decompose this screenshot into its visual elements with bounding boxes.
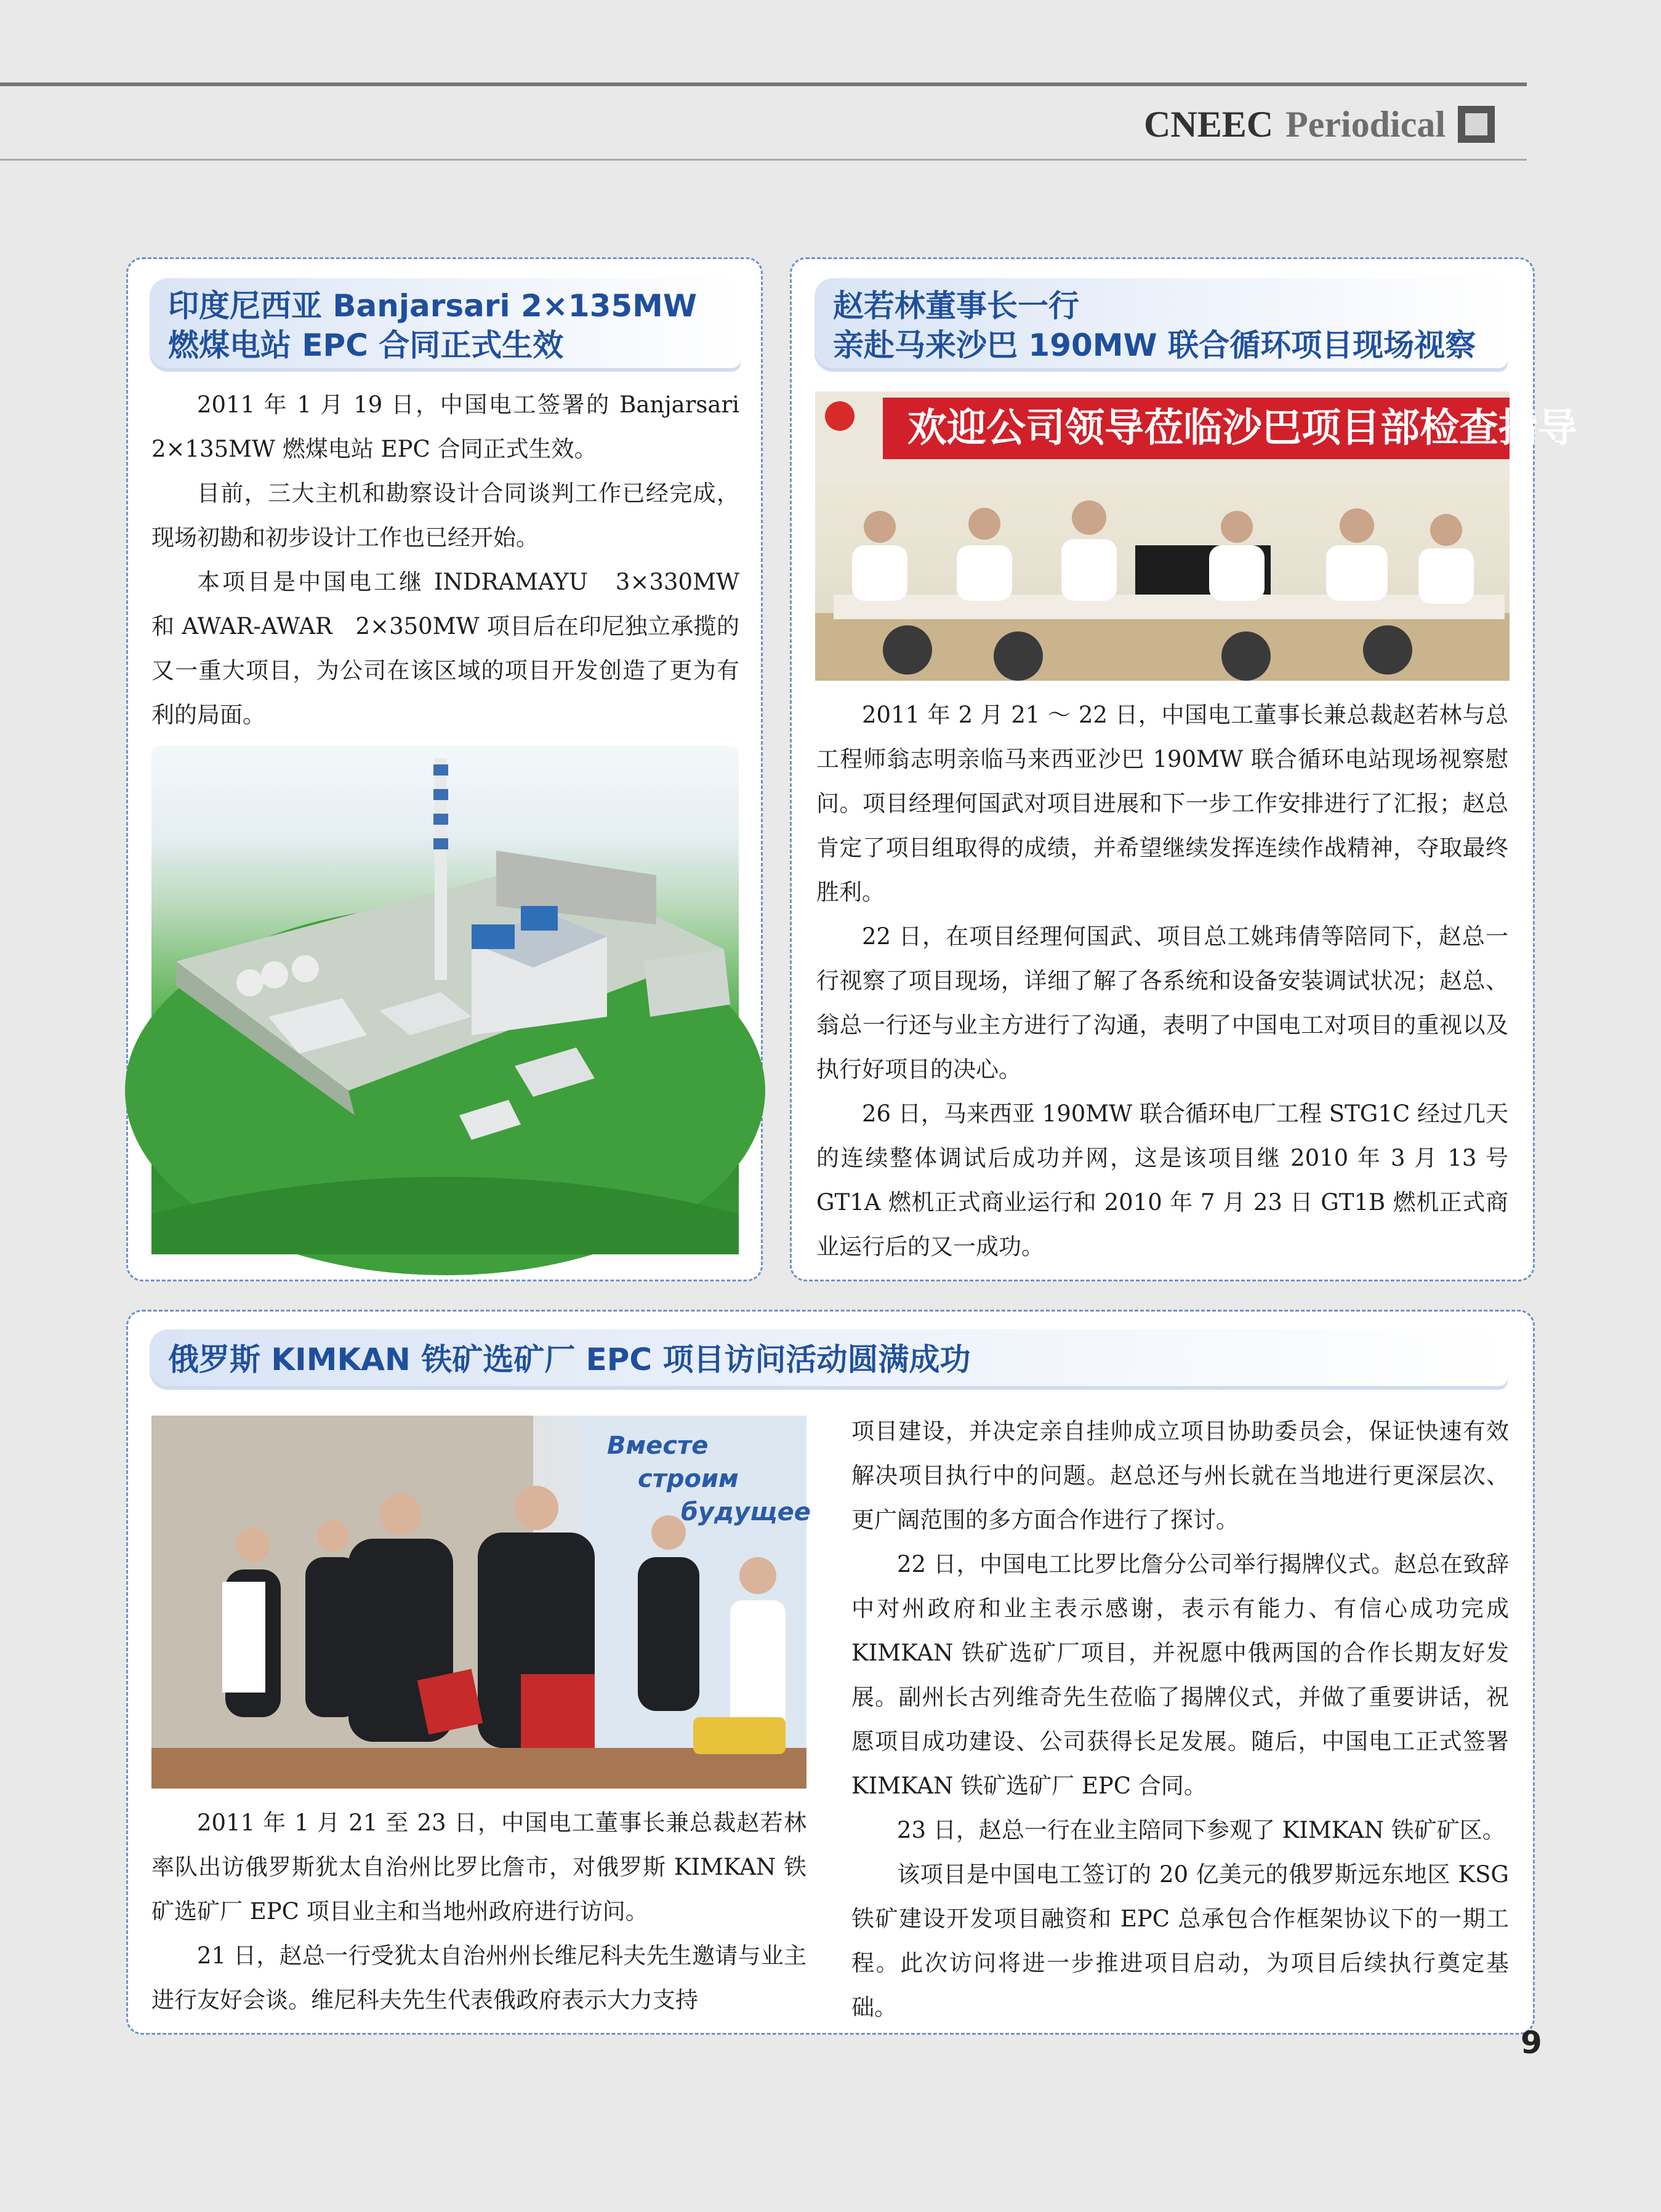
signing-ceremony-photo [151, 1416, 811, 1789]
article3-left-paragraph-1: 2011 年 1 月 21 至 23 日，中国电工董事长兼总裁赵若林率队出访俄罗斯犹太自治州比罗比詹市，对俄罗斯 KIMKAN 铁矿选矿厂 EPC 项目业主和当地州政府进行访问。 [151, 1809, 806, 1925]
power-plant-rendering [151, 746, 739, 1254]
article1-title-bar [150, 278, 741, 372]
article3-title-bar [150, 1329, 1508, 1390]
article2-paragraph-3: 26 日，马来西亚 190MW 联合循环电厂工程 STG1C 经过几天的连续整体调试后成功并网，这是该项目继 2010 年 3 月 13 号 GT1A 燃机正式商业运行和 2010 年 7 月 23 日 GT1B 燃机正式商业运行后的又一成功。 [816, 1100, 1508, 1260]
article3-right-paragraph-1: 项目建设，并决定亲自挂帅成立项目协助委员会，保证快速有效解决项目执行中的问题。赵总还与州长就在当地进行更深层次、更广阔范围的多方面合作进行了探讨。 [851, 1418, 1509, 1533]
welcome-banner-text: 欢迎公司领导莅临沙巴项目部检查指导 [907, 406, 1577, 451]
masthead-square-icon [1458, 106, 1495, 143]
article3-right-paragraph-4: 该项目是中国电工签订的 20 亿美元的俄罗斯远东地区 KSG 铁矿建设开发项目融资和 EPC 总承包合作框架协议下的一期工程。此次访问将进一步推进项目启动，为项目后续执行奠定基础。 [851, 1861, 1509, 2021]
masthead [1144, 100, 1495, 149]
article3-right-paragraph-2: 22 日，中国电工比罗比詹分公司举行揭牌仪式。赵总在致辞中对州政府和业主表示感谢，表示有能力、有信心成功完成 KIMKAN 铁矿选矿厂项目，并祝愿中俄两国的合作长期友好发展。副州长古列维奇先生莅临了揭牌仪式，并做了重要讲话，祝愿项目成功建设、公司获得长足发展。随后，中国电工正式签署 KIMKAN 铁矿选矿厂 EPC 合同。 [851, 1551, 1509, 1799]
article1-paragraph-3: 本项目是中国电工继 INDRAMAYU 3×330MW 和 AWAR-AWAR 2×350MW 项目后在印尼独立承揽的又一重大项目，为公司在该区域的项目开发创造了更为有利的局面。 [151, 569, 739, 728]
article2-title-line1: 赵若林董事长一行 [833, 288, 1079, 324]
article1-title-line2: 燃煤电站 EPC 合同正式生效 [168, 327, 564, 363]
power-plant-illustration [151, 746, 739, 1254]
poster-text-line1: Вместе [607, 1432, 709, 1460]
masthead-subtitle: Periodical [1285, 103, 1446, 145]
poster-text-line3: будущее [681, 1498, 811, 1526]
masthead-brand: CNEEC [1144, 103, 1274, 145]
article3-left-paragraph-2: 21 日，赵总一行受犹太自治州州长维尼科夫先生邀请与业主进行友好会谈。维尼科夫先生代表俄政府表示大力支持 [151, 1942, 806, 2013]
page-number: 9 [1521, 2025, 1542, 2061]
article3-title: 俄罗斯 KIMKAN 铁矿选矿厂 EPC 项目访问活动圆满成功 [168, 1342, 971, 1377]
header-bottom-rule [0, 159, 1527, 161]
article2-title-line2: 亲赴马来沙巴 190MW 联合循环项目现场视察 [833, 327, 1476, 363]
meeting-photo [815, 391, 1577, 681]
article2-paragraph-2: 22 日，在项目经理何国武、项目总工姚玮倩等陪同下，赵总一行视察了项目现场，详细了解了各系统和设备安装调试状况；赵总、翁总一行还与业主方进行了沟通，表明了中国电工对项目的重视以及执行好项目的决心。 [816, 923, 1508, 1083]
article2-paragraph-1: 2011 年 2 月 21 ～ 22 日，中国电工董事长兼总裁赵若林与总工程师翁志明亲临马来西亚沙巴 190MW 联合循环电站现场视察慰问。项目经理何国武对项目进展和下一步工作安排进行了汇报；赵总肯定了项目组取得的成绩，并希望继续发挥连续作战精神，夺取最终胜利。 [816, 702, 1508, 905]
poster-text-line2: строим [638, 1465, 739, 1493]
article3-right-paragraph-3: 23 日，赵总一行在业主陪同下参观了 KIMKAN 铁矿矿区。 [897, 1817, 1505, 1843]
article1-title-line1: 印度尼西亚 Banjarsari 2×135MW [168, 288, 698, 324]
article1-paragraph-1: 2011 年 1 月 19 日，中国电工签署的 Banjarsari 2×135MW 燃煤电站 EPC 合同正式生效。 [151, 391, 739, 462]
article2-title-bar [814, 278, 1508, 372]
article1-paragraph-2: 目前，三大主机和勘察设计合同谈判工作已经完成，现场初勘和初步设计工作也已经开始。 [151, 480, 739, 551]
